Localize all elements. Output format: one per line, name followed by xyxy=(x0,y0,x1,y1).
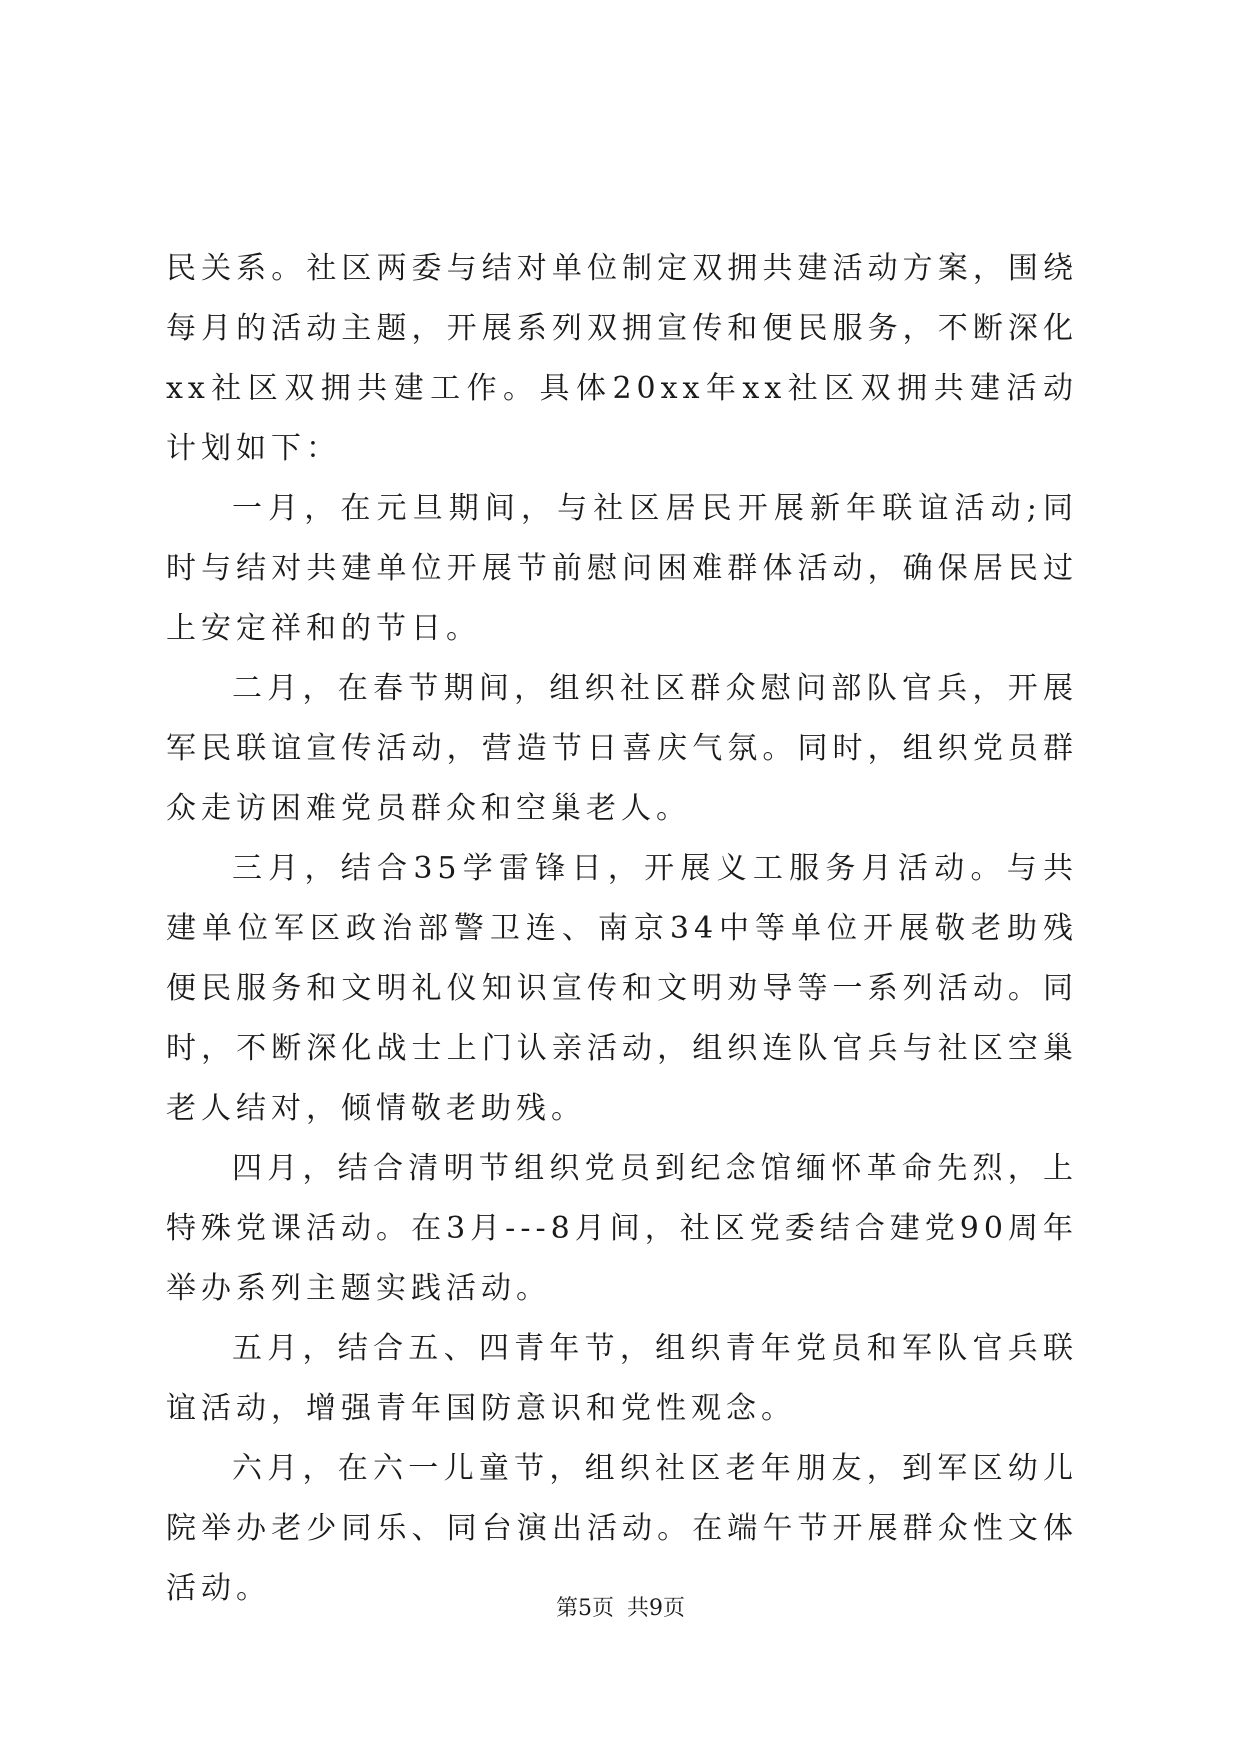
paragraph-1: 民关系。社区两委与结对单位制定双拥共建活动方案，围绕每月的活动主题，开展系列双拥宣传和便民服务，不断深化xx社区双拥共建工作。具体20xx年xx社区双拥共建活动计划如下： xyxy=(166,251,1078,466)
page-number-current: 第5页 xyxy=(556,1596,614,1621)
document-body xyxy=(166,239,1078,1619)
paragraph-6: 五月，结合五、四青年节，组织青年党员和军队官兵联谊活动，增强青年国防意识和党性观念。 xyxy=(166,1331,1078,1426)
page-footer xyxy=(0,1594,1241,1624)
paragraph-5: 四月，结合清明节组织党员到纪念馆缅怀革命先烈，上特殊党课活动。在3月---8月间，社区党委结合建党90周年举办系列主题实践活动。 xyxy=(166,1151,1078,1306)
paragraph-3: 二月，在春节期间，组织社区群众慰问部队官兵，开展军民联谊宣传活动，营造节日喜庆气氛。同时，组织党员群众走访困难党员群众和空巢老人。 xyxy=(166,671,1078,826)
paragraph-2: 一月，在元旦期间，与社区居民开展新年联谊活动;同时与结对共建单位开展节前慰问困难群体活动，确保居民过上安定祥和的节日。 xyxy=(166,491,1078,646)
paragraph-7: 六月，在六一儿童节，组织社区老年朋友，到军区幼儿院举办老少同乐、同台演出活动。在端午节开展群众性文体活动。 xyxy=(166,1451,1078,1606)
paragraph-4: 三月，结合35学雷锋日，开展义工服务月活动。与共建单位军区政治部警卫连、南京34中等单位开展敬老助残便民服务和文明礼仪知识宣传和文明劝导等一系列活动。同时，不断深化战士上门认亲活动，组织连队官兵与社区空巢老人结对，倾情敬老助残。 xyxy=(166,851,1078,1126)
page-number-total: 共9页 xyxy=(627,1596,685,1621)
